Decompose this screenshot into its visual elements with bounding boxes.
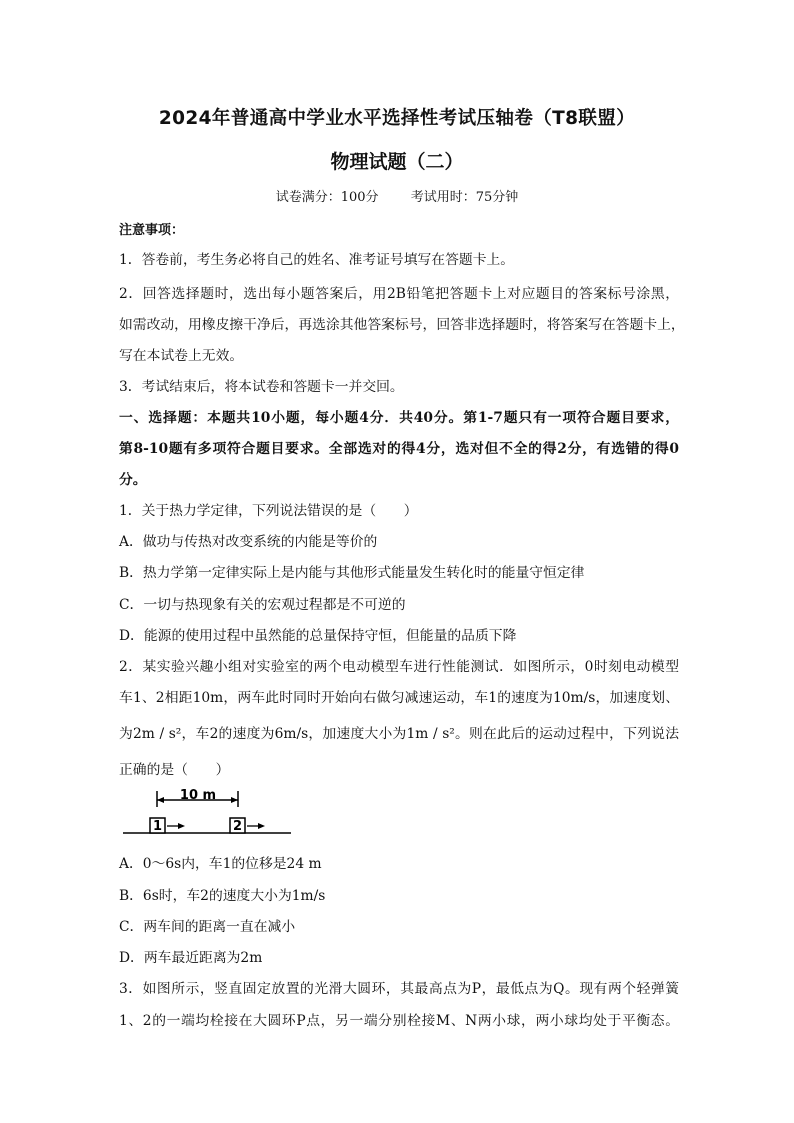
q2-stem-3: 为2m / s²，车2的速度为6m/s，加速度大小为1m / s²。则在此后的运动过程中，下列说法 xyxy=(119,726,679,742)
q3-stem-1: 3．如图所示，竖直固定放置的光滑大圆环，其最高点为P，最低点为Q。现有两个轻弹簧 xyxy=(119,981,679,997)
distance-label: 10 m xyxy=(179,788,217,803)
q3-stem-2: 1、2的一端均栓接在大圆环P点，另一端分别栓接M、N两小球，两小球均处于平衡态。 xyxy=(119,1013,679,1029)
full-score: 试卷满分：100分 xyxy=(275,190,379,205)
q2-option-a: A．0～6s内，车1的位移是24 m xyxy=(119,856,322,872)
section1-line-1: 一、选择题：本题共10小题，每小题4分．共40分。第1-7题只有一项符合题目要求， xyxy=(119,410,679,426)
exam-time: 考试用时：75分钟 xyxy=(410,190,519,205)
section1-line-2: 第8-10题有多项符合题目要求。全部选对的得4分，选对但不全的得2分，有选错的得0 xyxy=(119,441,679,457)
exam-title: 2024年普通高中学业水平选择性考试压轴卷（T8联盟） xyxy=(158,108,636,129)
car-2-arrow-head xyxy=(258,823,265,829)
exam-subtitle: 物理试题（二） xyxy=(330,151,464,173)
q1-option-c: C．一切与热现象有关的宏观过程都是不可逆的 xyxy=(119,597,406,613)
q2-stem-1: 2．某实验兴趣小组对实验室的两个电动模型车进行性能测试．如图所示，0时刻电动模型 xyxy=(119,659,679,675)
section1-line-3: 分。 xyxy=(119,472,147,488)
q2-cars-diagram xyxy=(119,785,299,840)
q1-option-a: A．做功与传热对改变系统的内能是等价的 xyxy=(119,534,378,550)
distance-arrow-right xyxy=(231,797,238,803)
q2-option-b: B．6s时，车2的速度大小为1m/s xyxy=(119,888,326,904)
car-1-label: 1 xyxy=(152,819,163,834)
distance-arrow-left xyxy=(157,797,164,803)
exam-meta xyxy=(0,186,794,205)
q1-option-d: D．能源的使用过程中虽然能的总量保持守恒，但能量的品质下降 xyxy=(119,628,517,644)
q2-option-c: C．两车间的距离一直在减小 xyxy=(119,919,296,935)
q1-stem: 1．关于热力学定律，下列说法错误的是（ ） xyxy=(119,503,418,519)
q1-option-b: B．热力学第一定律实际上是内能与其他形式能量发生转化时的能量守恒定律 xyxy=(119,565,585,581)
notice-item-3: 3．考试结束后，将本试卷和答题卡一并交回。 xyxy=(119,379,404,395)
car-2-label: 2 xyxy=(232,819,243,834)
notice-item-2: 2．回答选择题时，选出每小题答案后，用2B铅笔把答题卡上对应题目的答案标号涂黑， xyxy=(119,286,679,302)
q2-stem-2: 车1、2相距10m，两车此时同时开始向右做匀减速运动，车1的速度为10m/s，加速度划、 xyxy=(119,690,679,706)
notice-item-1: 1．答卷前，考生务必将自己的姓名、准考证号填写在答题卡上。 xyxy=(119,252,515,268)
notice-heading: 注意事项： xyxy=(119,223,185,238)
q2-option-d: D．两车最近距离为2m xyxy=(119,950,263,966)
notice-item-2-cont: 如需改动，用橡皮擦干净后，再选涂其他答案标号，回答非选择题时，将答案写在答题卡上， xyxy=(119,317,685,333)
q2-stem-4: 正确的是（ ） xyxy=(119,762,230,778)
car-1-arrow-head xyxy=(178,823,185,829)
notice-item-2-end: 写在本试卷上无效。 xyxy=(119,348,244,364)
